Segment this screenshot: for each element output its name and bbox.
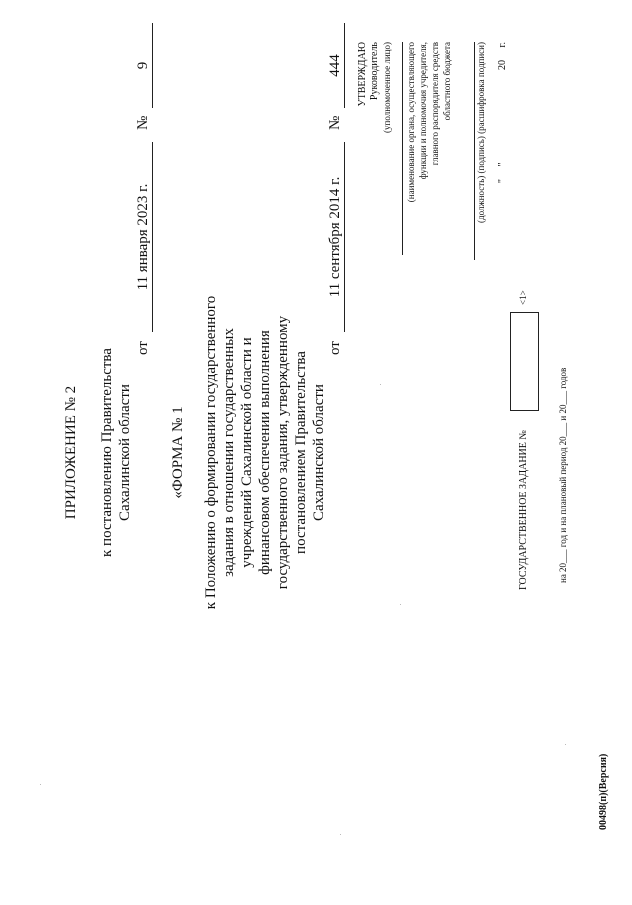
appendix-title: ПРИЛОЖЕНИЕ № 2 — [63, 385, 79, 520]
footer-code: 00498(п)(Версия) — [598, 753, 609, 830]
forma-title: «ФОРМА № 1 — [170, 406, 186, 499]
approve-date-line: " " 20 г. — [497, 42, 508, 184]
assignment-title: ГОСУДАРСТВЕННОЕ ЗАДАНИЕ № — [518, 430, 529, 590]
appendix-no-label: № — [135, 115, 151, 130]
approve-role: Руководитель — [369, 42, 380, 101]
assignment-number-box[interactable] — [510, 312, 539, 411]
forma-line-6: постановлением Правительства — [293, 351, 309, 554]
org-note-line-4: областного бюджета — [442, 42, 452, 121]
scan-speck — [380, 384, 381, 385]
appendix-number: 9 — [134, 23, 153, 108]
appendix-from-label: от — [135, 341, 151, 355]
forma-line-4: финансовом обеспечении выполнения — [257, 330, 273, 575]
footnote-ref: <1> — [518, 290, 528, 305]
forma-line-7: Сахалинской области — [311, 384, 327, 521]
appendix-date: 11 января 2023 г. — [134, 142, 153, 332]
forma-from-label: от — [327, 341, 343, 355]
org-note-line-1: (наименование органа, осуществляющего — [406, 42, 416, 203]
scan-speck — [400, 604, 401, 605]
forma-line-3: учреждений Сахалинской области и — [239, 337, 255, 568]
org-note-line-2: функции и полномочия учредителя, — [418, 42, 428, 180]
appendix-line-1: к постановлению Правительства — [99, 348, 115, 557]
org-name-line — [402, 42, 403, 255]
forma-number: 444 — [326, 23, 345, 108]
scan-speck — [340, 834, 341, 835]
assignment-period: на 20___ год и на плановый период 20___ и 20___ годов — [558, 367, 568, 583]
approve-title: УТВЕРЖДАЮ — [357, 42, 368, 107]
forma-line-2: задания в отношении государственных — [221, 328, 237, 577]
scan-speck — [565, 744, 566, 745]
org-note-line-3: главного распорядителя средств — [430, 42, 440, 166]
sign-note: (должность) (подпись) (расшифровка подписи) — [476, 42, 486, 223]
forma-line-1: к Положению о формировании государственного — [203, 295, 219, 610]
forma-line-5: государственного задания, утвержденному — [275, 315, 291, 590]
forma-no-label: № — [327, 115, 343, 130]
forma-date: 11 сентября 2014 г. — [326, 142, 345, 332]
signature-line — [474, 42, 475, 260]
approve-role-note: (уполномоченное лицо) — [382, 42, 392, 133]
scan-speck — [40, 784, 41, 785]
appendix-line-2: Сахалинской области — [117, 384, 133, 521]
